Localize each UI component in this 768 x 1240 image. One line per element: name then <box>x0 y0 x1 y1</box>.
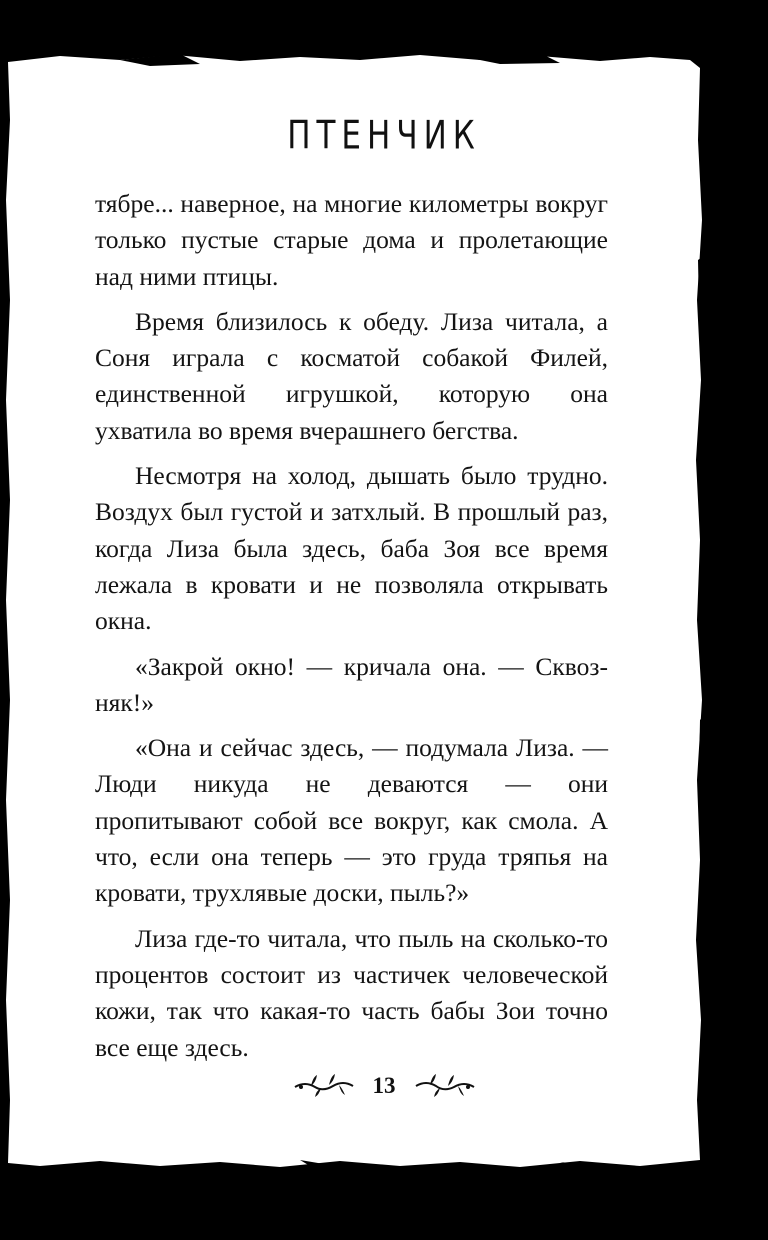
page-footer <box>0 1066 768 1106</box>
paragraph: Лиза где-то читала, что пыль на сколько-то процентов состоит из частичек человеческой кожи, так что какая-то часть бабы Зои точно все еще здесь. <box>95 923 608 1062</box>
page-number: 13 <box>372 1073 396 1098</box>
paragraph: «Закрой окно! — кричала она. — Сквозняк!» <box>95 651 608 717</box>
paragraph: тябре... наверное, на многие километры вокруг только пустые старые дома и пролетающие над ними птицы. <box>95 189 608 291</box>
paragraph: Время близилось к обеду. Лиза читала, а Соня играла с косматой собакой Филей, единственной игрушкой, которую она ухватила во время вчерашнего бегства. <box>95 306 608 445</box>
paragraph: «Она и сейчас здесь, — подумала Лиза. — Люди никуда не деваются — они пропитывают собой все вокруг, как смола. А что, если она теперь — это груда тряпья на кровати, трухлявые доски, пыль?» <box>95 733 608 908</box>
floral-ornament-left-icon <box>293 1071 355 1101</box>
body-text <box>95 186 608 1066</box>
floral-ornament-right-icon <box>414 1071 476 1101</box>
paragraph: Несмотря на холод, дышать было трудно. Воздух был густой и затхлый. В прошлый раз, когда Лиза была здесь, баба Зоя все время лежала в кровати и не позволяла открывать окна. <box>95 461 608 636</box>
running-title: ПТЕНЧИК <box>287 113 481 159</box>
